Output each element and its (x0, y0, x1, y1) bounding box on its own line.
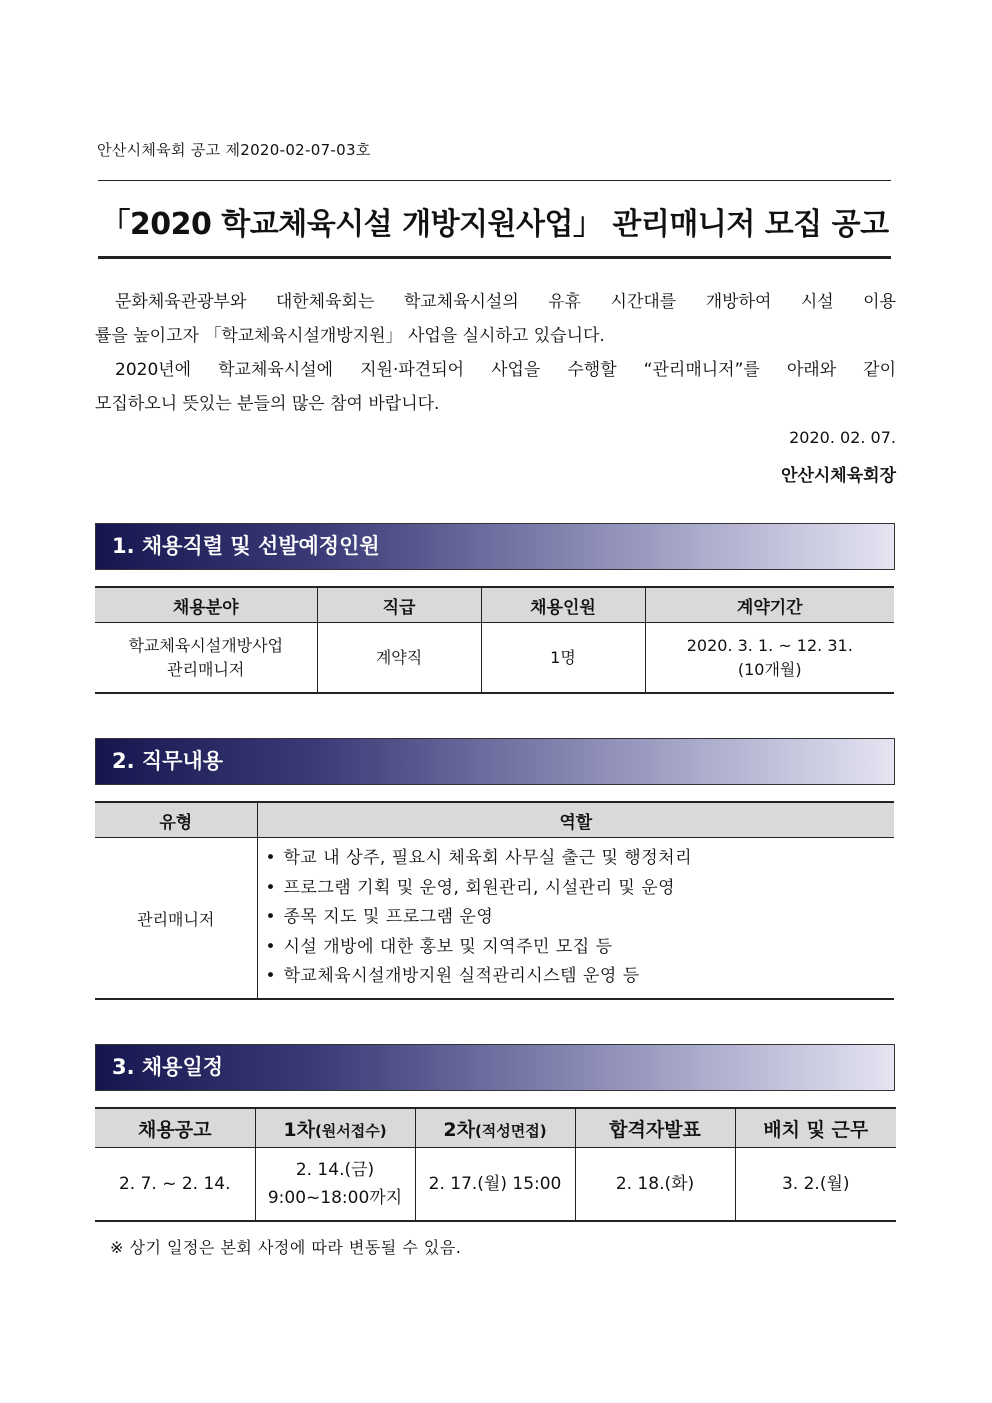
role-text: 프로그램 기획 및 운영, 회원관리, 시설관리 및 운영 (283, 877, 676, 898)
roles-list (258, 844, 895, 992)
list-item (266, 874, 895, 904)
col-header-period: 계약기간 (645, 587, 894, 623)
intro-line-1: 문화체육관광부와 대한체육회는 학교체육시설의 유휴 시간대를 개방하여 시설 이용 (115, 292, 896, 312)
table-row (95, 1148, 896, 1222)
field-cell (95, 623, 317, 694)
bullet-icon: • (265, 907, 277, 928)
roles-cell (257, 838, 894, 1000)
first-round-cell (255, 1148, 415, 1222)
col-header-type: 유형 (95, 802, 257, 838)
section-3-header: 3. 채용일정 (95, 1044, 895, 1091)
schedule-table (95, 1107, 896, 1222)
col-header-field: 채용분야 (95, 587, 317, 623)
placement-cell: 3. 2.(월) (735, 1148, 896, 1222)
intro-line-4: 모집하오니 뜻있는 분들의 많은 참여 바랍니다. (95, 394, 440, 414)
page-title: 「2020 학교체육시설 개방지원사업」 관리매니저 모집 공고 (100, 207, 889, 242)
grade-cell: 계약직 (317, 623, 481, 694)
section-1-header: 1. 채용직렬 및 선발예정인원 (95, 523, 895, 570)
list-item (266, 933, 895, 963)
list-item (266, 962, 895, 992)
table-row (95, 838, 894, 1000)
period-line-2: (10개월) (737, 659, 802, 679)
notice-period-cell: 2. 7. ~ 2. 14. (118, 1174, 231, 1194)
role-text: 학교 내 상주, 필요시 체육회 사무실 출근 및 행정처리 (283, 848, 692, 869)
top-divider (98, 180, 891, 181)
col-header-first-round: 1차(원서접수) (255, 1108, 415, 1148)
notice-date: 2020. 02. 07. (789, 428, 896, 447)
intro-line-2: 률을 높이고자 「학교체육시설개방지원」 사업을 실시하고 있습니다. (95, 326, 605, 346)
count-cell: 1명 (481, 623, 645, 694)
field-line-1: 학교체육시설개방사업 (128, 635, 284, 655)
role-text: 학교체육시설개방지원 실적관리시스템 운영 등 (283, 966, 640, 987)
second-round-cell: 2. 17.(월) 15:00 (415, 1148, 575, 1222)
schedule-note: ※ 상기 일정은 본회 사정에 따라 변동될 수 있음. (110, 1238, 462, 1257)
title-divider (98, 256, 891, 259)
col-header-placement: 배치 및 근무 (735, 1108, 896, 1148)
bullet-icon: • (265, 966, 277, 987)
section-2-header: 2. 직무내용 (95, 738, 895, 785)
col-header-announce: 합격자발표 (575, 1108, 735, 1148)
list-item (266, 844, 895, 874)
field-line-2: 관리매니저 (167, 659, 245, 679)
col-header-role: 역할 (257, 802, 894, 838)
col-header-notice: 채용공고 (95, 1108, 255, 1148)
col-header-grade: 직급 (317, 587, 481, 623)
type-cell: 관리매니저 (137, 909, 215, 929)
role-text: 시설 개방에 대한 홍보 및 지역주민 모집 등 (283, 936, 613, 957)
first-round-date: 2. 14.(금) (295, 1160, 375, 1180)
bullet-icon: • (265, 848, 277, 869)
period-line-1: 2020. 3. 1. ~ 12. 31. (686, 635, 853, 655)
table-row (95, 623, 894, 694)
duties-table (95, 801, 894, 1000)
bullet-icon: • (265, 877, 277, 898)
announce-cell: 2. 18.(화) (575, 1148, 735, 1222)
notice-number: 안산시체육회 공고 제2020-02-07-03호 (97, 141, 371, 159)
col-header-second-round: 2차(적성면접) (415, 1108, 575, 1148)
issuer-name: 안산시체육회장 (781, 466, 896, 486)
first-round-time: 9:00~18:00까지 (267, 1188, 403, 1208)
col-header-count: 채용인원 (481, 587, 645, 623)
bullet-icon: • (265, 936, 277, 957)
recruitment-table (95, 586, 894, 694)
period-cell (645, 623, 894, 694)
intro-line-3: 2020년에 학교체육시설에 지원·파견되어 사업을 수행할 “관리매니저”를 아래와 같이 (115, 360, 896, 380)
role-text: 종목 지도 및 프로그램 운영 (283, 907, 494, 928)
list-item (266, 903, 895, 933)
